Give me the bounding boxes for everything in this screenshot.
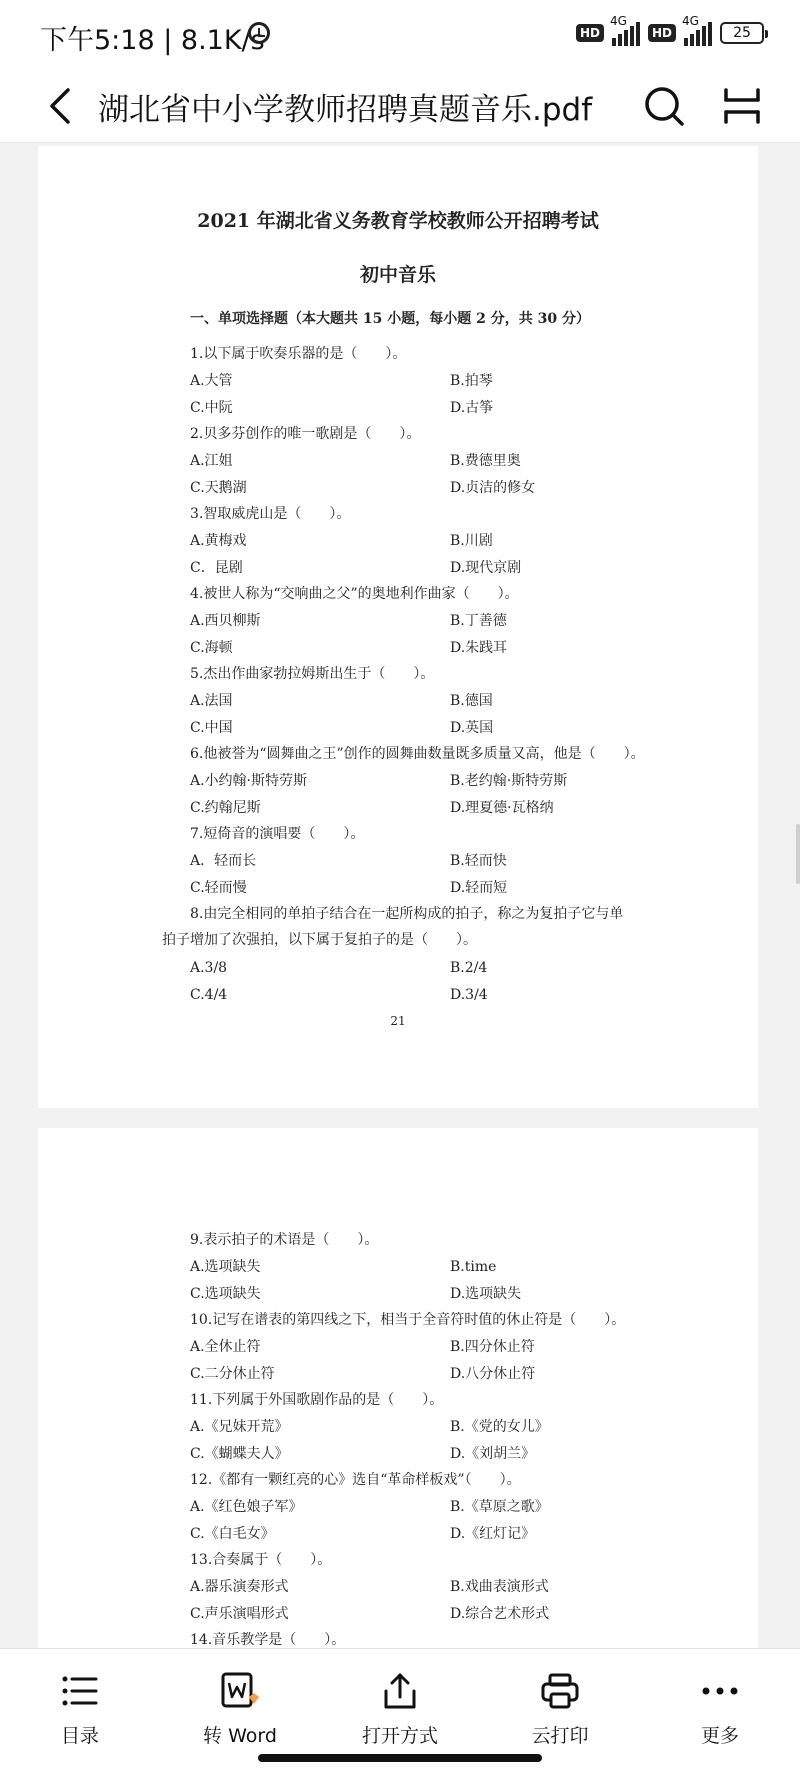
toolbar-label: 目录 — [60, 1725, 99, 1747]
document-title: 湖北省中小学教师招聘真题音乐.pdf — [98, 92, 593, 128]
question-text: 7.短倚音的演唱要（ ）。 — [190, 826, 365, 842]
dual-bar-menu-icon[interactable] — [720, 84, 764, 128]
printer-icon — [540, 1671, 580, 1711]
option-c: C.4/4 — [190, 987, 228, 1003]
question-text: 14.音乐教学是（ ）。 — [190, 1632, 346, 1648]
question-text: 9.表示拍子的术语是（ ）。 — [190, 1232, 379, 1248]
signal-icon — [609, 14, 640, 46]
exam-title: 2021 年湖北省义务教育学校教师公开招聘考试 — [197, 210, 599, 232]
option-b: B.戏曲表演形式 — [450, 1579, 549, 1595]
option-b: B.丁善德 — [450, 613, 507, 629]
more-icon — [700, 1671, 740, 1711]
question-text: 3.智取威虎山是（ ）。 — [190, 506, 351, 522]
option-a: A.法国 — [190, 693, 233, 709]
option-b: B.2/4 — [450, 960, 488, 976]
battery-icon: 25 — [720, 22, 764, 44]
option-c: C.海顿 — [190, 640, 233, 656]
toolbar-item-to-word[interactable] — [180, 1649, 300, 1759]
option-c: C.《白毛女》 — [190, 1526, 275, 1542]
option-c: C.二分休止符 — [190, 1366, 275, 1382]
signal-icon — [682, 14, 712, 46]
option-c: C.中国 — [190, 720, 233, 736]
app-bar — [0, 70, 800, 143]
chevron-left-icon[interactable] — [44, 86, 80, 126]
option-c: C．昆剧 — [190, 560, 243, 576]
option-d: D.八分休止符 — [450, 1366, 536, 1382]
exam-subtitle: 初中音乐 — [359, 264, 436, 286]
option-a: A.黄梅戏 — [190, 533, 247, 549]
option-c: C.声乐演唱形式 — [190, 1606, 289, 1622]
toolbar-item-open-with[interactable] — [340, 1649, 460, 1759]
option-c: C.选项缺失 — [190, 1286, 261, 1302]
option-b: B.time — [450, 1259, 497, 1275]
option-d: D.现代京剧 — [450, 560, 522, 576]
option-d: D.选项缺失 — [450, 1286, 522, 1302]
option-d: D.贞洁的修女 — [450, 480, 536, 496]
word-convert-icon — [220, 1671, 260, 1711]
option-d: D.英国 — [450, 720, 494, 736]
pdf-page[interactable] — [38, 146, 758, 1108]
option-d: D.古筝 — [450, 400, 494, 416]
toolbar-label: 打开方式 — [361, 1725, 438, 1747]
option-a: A.《红色娘子军》 — [190, 1499, 303, 1515]
toolbar-item-more[interactable] — [660, 1649, 780, 1759]
option-a: A.3/8 — [190, 960, 228, 976]
question-text: 12.《都有一颗红亮的心》选自“革命样板戏”（ ）。 — [190, 1472, 521, 1488]
section-heading: 一、单项选择题（本大题共 15 小题，每小题 2 分，共 30 分） — [190, 311, 590, 327]
option-d: D.朱践耳 — [450, 640, 508, 656]
option-a: A.西贝柳斯 — [190, 613, 261, 629]
pdf-page[interactable] — [38, 1128, 758, 1648]
option-c: C.约翰尼斯 — [190, 800, 261, 816]
question-text: 6.他被誉为“圆舞曲之王”创作的圆舞曲数量既多质量又高，他是（ ）。 — [190, 746, 645, 762]
option-b: B.川剧 — [450, 533, 493, 549]
option-a: A．轻而长 — [190, 853, 257, 869]
toolbar-item-cloud-print[interactable] — [500, 1649, 620, 1759]
hd-badge: HD — [576, 24, 604, 42]
status-indicators — [576, 14, 764, 46]
option-b: B.费德里奥 — [450, 453, 521, 469]
option-a: A.大管 — [190, 373, 233, 389]
question-text: 13.合奏属于（ ）。 — [190, 1552, 332, 1568]
alarm-icon — [248, 22, 270, 44]
option-d: D.3/4 — [450, 987, 488, 1003]
toolbar-item-contents[interactable] — [20, 1649, 140, 1759]
option-b: B.《党的女儿》 — [450, 1419, 549, 1435]
question-text: 11.下列属于外国歌剧作品的是（ ）。 — [190, 1392, 444, 1408]
network-type: 4G — [609, 14, 627, 28]
option-d: D.综合艺术形式 — [450, 1606, 550, 1622]
page-number: 21 — [390, 1014, 406, 1028]
option-a: A.全休止符 — [190, 1339, 261, 1355]
option-c: C.天鹅湖 — [190, 480, 247, 496]
toolbar-label: 转 Word — [203, 1725, 277, 1747]
toolbar-label: 云打印 — [531, 1725, 589, 1747]
option-b: B.四分休止符 — [450, 1339, 535, 1355]
search-icon[interactable] — [642, 84, 686, 128]
share-icon — [380, 1671, 420, 1711]
option-d: D.《红灯记》 — [450, 1526, 536, 1542]
option-b: B.轻而快 — [450, 853, 507, 869]
option-a: A.江姐 — [190, 453, 233, 469]
home-indicator[interactable] — [258, 1754, 542, 1762]
scroll-indicator[interactable] — [796, 824, 800, 884]
question-text: 10.记写在谱表的第四线之下，相当于全音符时值的休止符是（ ）。 — [190, 1312, 626, 1328]
option-d: D.理夏德·瓦格纳 — [450, 800, 554, 816]
hd-badge: HD — [648, 24, 676, 42]
question-text: 2.贝多芬创作的唯一歌剧是（ ）。 — [190, 426, 421, 442]
option-c: C.轻而慢 — [190, 880, 247, 896]
option-d: D.轻而短 — [450, 880, 508, 896]
option-d: D.《刘胡兰》 — [450, 1446, 536, 1462]
option-b: B.《草原之歌》 — [450, 1499, 549, 1515]
toolbar-label: 更多 — [700, 1725, 739, 1747]
network-type: 4G — [682, 14, 699, 28]
option-b: B.德国 — [450, 693, 493, 709]
status-bar — [0, 0, 800, 70]
list-icon — [60, 1671, 100, 1711]
option-a: A.小约翰·斯特劳斯 — [190, 773, 308, 789]
option-b: B.老约翰·斯特劳斯 — [450, 773, 568, 789]
question-text-continued: 拍子增加了次强拍，以下属于复拍子的是（ ）。 — [162, 932, 477, 948]
question-text: 4.被世人称为“交响曲之父”的奥地利作曲家（ ）。 — [190, 586, 519, 602]
status-time: 下午5:18 | 8.1K/s — [40, 25, 265, 56]
question-text: 1.以下属于吹奏乐器的是（ ）。 — [190, 346, 407, 362]
option-a: A.《兄妹开荒》 — [190, 1419, 289, 1435]
option-a: A.器乐演奏形式 — [190, 1579, 289, 1595]
option-c: C.《蝴蝶夫人》 — [190, 1446, 289, 1462]
option-b: B.拍琴 — [450, 373, 493, 389]
option-c: C.中阮 — [190, 400, 233, 416]
question-text: 5.杰出作曲家勃拉姆斯出生于（ ）。 — [190, 666, 435, 682]
option-a: A.选项缺失 — [190, 1259, 261, 1275]
question-text: 8.由完全相同的单拍子结合在一起所构成的拍子，称之为复拍子它与单 — [190, 906, 624, 922]
